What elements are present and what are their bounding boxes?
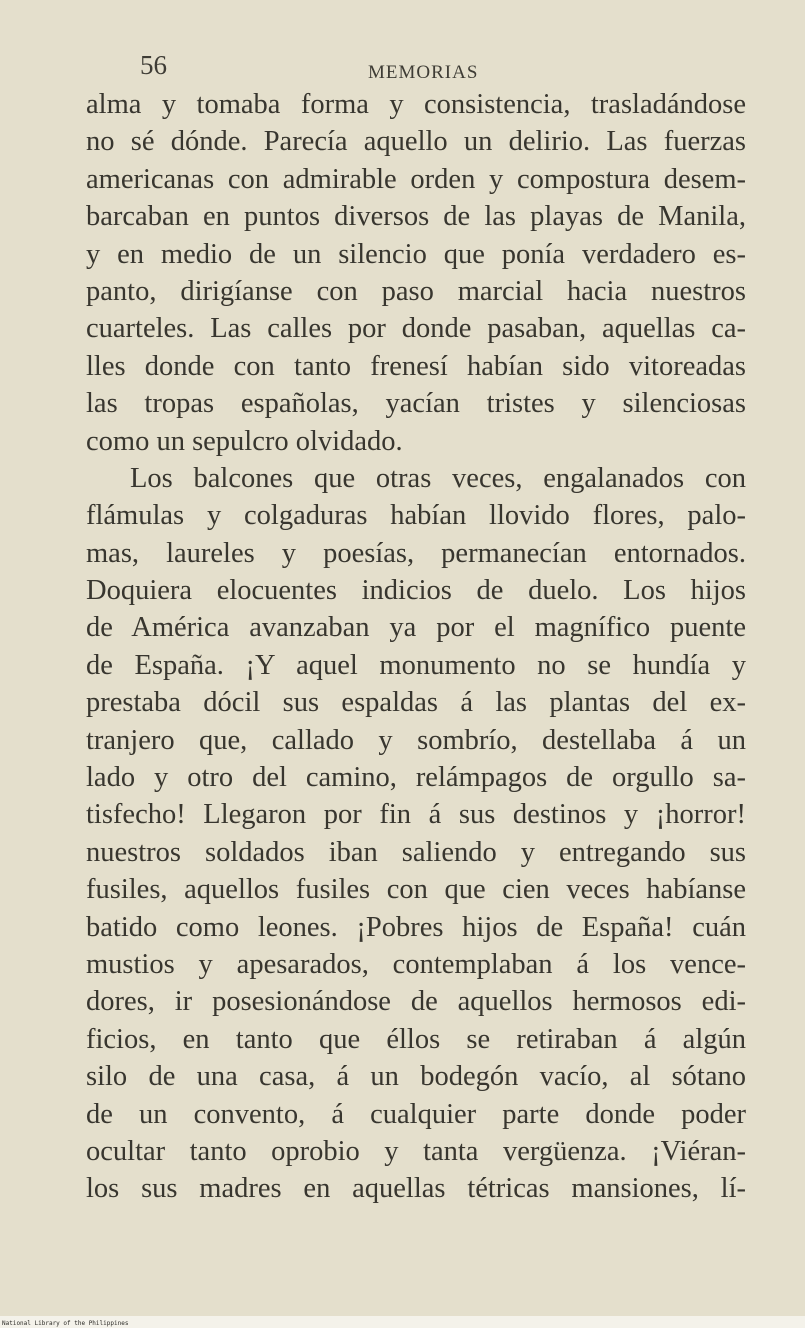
text-line: fusiles, aquellos fusiles con que cien veces habíanse	[86, 874, 746, 906]
text-line: tranjero que, callado y sombrío, destellaba á un	[86, 724, 746, 756]
text-line: de un convento, á cualquier parte donde poder	[86, 1098, 746, 1130]
body-text	[86, 86, 746, 1208]
text-line: de España. ¡Y aquel monumento no se hundía y	[86, 649, 746, 681]
text-line: lado y otro del camino, relámpagos de orgullo sa-	[86, 762, 746, 794]
paragraph-start-line: Los balcones que otras veces, engalanados con	[130, 462, 746, 494]
text-line: las tropas españolas, yacían tristes y silenciosas	[86, 388, 746, 420]
text-line: mustios y apesarados, contemplaban á los vence-	[86, 948, 746, 980]
text-line: panto, dirigíanse con paso marcial hacia nuestros	[86, 275, 746, 307]
text-line: flámulas y colgaduras habían llovido flores, palo-	[86, 500, 746, 532]
text-line: de América avanzaban ya por el magnífico puente	[86, 612, 746, 644]
page-header	[0, 50, 805, 90]
scan-credit: National Library of the Philippines	[2, 1320, 129, 1327]
running-head: MEMORIAS	[368, 62, 479, 83]
text-line: batido como leones. ¡Pobres hijos de España! cuán	[86, 911, 746, 943]
text-line: cuarteles. Las calles por donde pasaban, aquellas ca-	[86, 313, 746, 345]
text-line: Doquiera elocuentes indicios de duelo. Los hijos	[86, 575, 746, 607]
text-line: y en medio de un silencio que ponía verdadero es-	[86, 238, 746, 270]
text-line: no sé dónde. Parecía aquello un delirio. Las fuerzas	[86, 126, 746, 158]
text-line: silo de una casa, á un bodegón vacío, al sótano	[86, 1061, 746, 1093]
text-line: prestaba dócil sus espaldas á las plantas del ex-	[86, 687, 746, 719]
page-number: 56	[140, 50, 167, 80]
text-line: barcaban en puntos diversos de las playas de Manila,	[86, 201, 746, 233]
text-line: como un sepulcro olvidado.	[86, 425, 403, 457]
text-line: lles donde con tanto frenesí habían sido vitoreadas	[86, 350, 746, 382]
text-line: tisfecho! Llegaron por fin á sus destinos y ¡horror!	[86, 799, 746, 831]
text-line: mas, laureles y poesías, permanecían entornados.	[86, 537, 746, 569]
text-line: americanas con admirable orden y compostura desem-	[86, 163, 746, 195]
text-line: alma y tomaba forma y consistencia, trasladándose	[86, 89, 746, 120]
text-line: ficios, en tanto que éllos se retiraban á algún	[86, 1023, 746, 1055]
text-line: dores, ir posesionándose de aquellos hermosos edi-	[86, 986, 746, 1018]
text-line: los sus madres en aquellas tétricas mansiones, lí-	[86, 1173, 746, 1205]
text-line: ocultar tanto oprobio y tanta vergüenza. ¡Viéran-	[86, 1135, 746, 1167]
text-line: nuestros soldados iban saliendo y entregando sus	[86, 836, 746, 868]
